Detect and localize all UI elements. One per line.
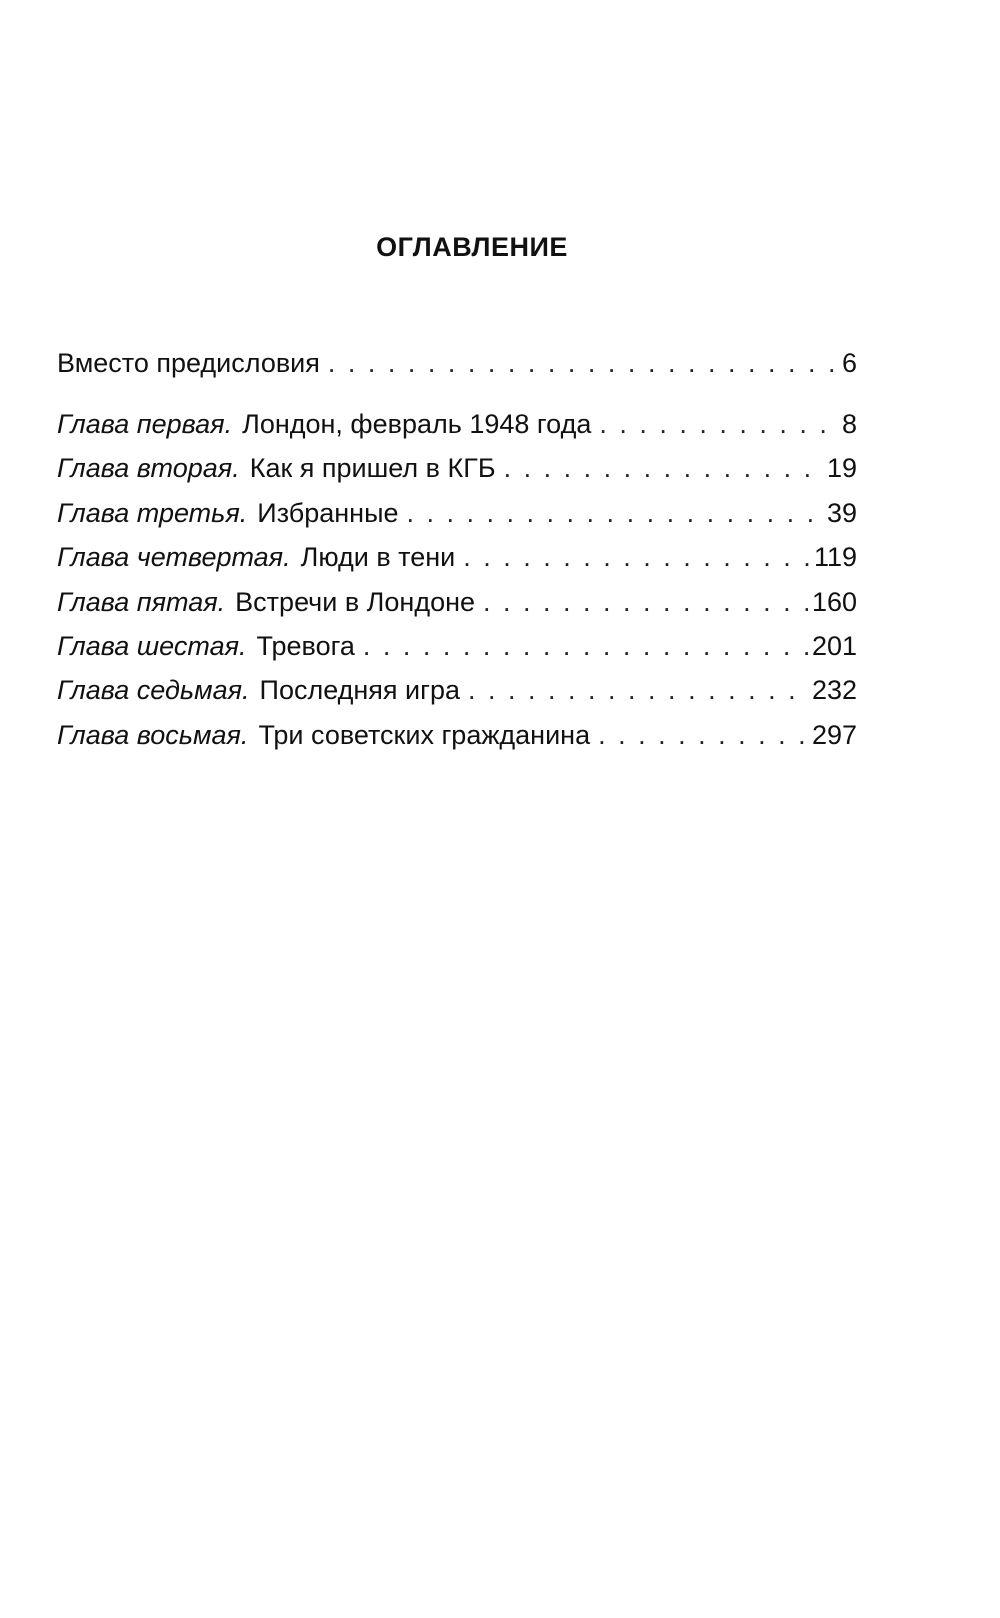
toc-entry-chapter: Глава восьмая. — [57, 720, 249, 750]
toc-entry-chapter: Глава седьмая. — [57, 675, 250, 705]
toc-entry-page: 39 — [826, 498, 857, 528]
toc-entry-chapter-3 — [57, 495, 857, 531]
toc-entry-page: 160 — [811, 587, 857, 617]
toc-entry-chapter-5 — [57, 584, 857, 620]
toc-entry-title: Последняя игра — [259, 675, 461, 705]
toc-entry-chapter-4 — [57, 539, 857, 575]
dot-leader — [483, 584, 808, 620]
toc-entry-preface — [57, 345, 857, 381]
dot-leader — [463, 539, 810, 575]
toc-entry-title: Лондон, февраль 1948 года — [242, 409, 592, 439]
toc-entry-page: 297 — [811, 720, 857, 750]
toc-entry-page: 232 — [811, 675, 857, 705]
toc-entry-chapter: Глава четвертая. — [57, 542, 291, 572]
toc-entry-title: Как я пришел в КГБ — [249, 453, 496, 483]
dot-leader — [328, 345, 838, 381]
toc-title: ОГЛАВЛЕНИЕ — [376, 232, 568, 262]
toc-entry-page: 201 — [811, 631, 857, 661]
toc-entry-title: Встречи в Лондоне — [235, 587, 476, 617]
toc-entry-chapter-8 — [57, 717, 857, 753]
dot-leader — [599, 406, 838, 442]
dot-leader — [468, 672, 808, 708]
toc-entry-chapter: Глава первая. — [57, 409, 233, 439]
toc-entry-page: 6 — [841, 348, 857, 378]
toc-entry-chapter: Глава шестая. — [57, 631, 247, 661]
dot-leader — [504, 450, 823, 486]
toc-entry-chapter-6 — [57, 628, 857, 664]
toc-entry-chapter: Глава пятая. — [57, 587, 226, 617]
dot-leader — [407, 495, 823, 531]
toc-entry-title: Люди в тени — [300, 542, 456, 572]
toc-entry-chapter: Глава третья. — [57, 498, 248, 528]
toc-entry-chapter-1 — [57, 406, 857, 442]
toc-entry-chapter: Глава вторая. — [57, 453, 240, 483]
toc-entry-title: Избранные — [257, 498, 399, 528]
toc-entry-page: 19 — [826, 453, 857, 483]
toc-entry-title: Вместо предисловия — [57, 348, 320, 378]
toc-entry-title: Три советских гражданина — [258, 720, 591, 750]
toc-entry-chapter-7 — [57, 672, 857, 708]
toc-entry-page: 119 — [813, 542, 857, 572]
toc-entry-title: Тревога — [256, 631, 355, 661]
dot-leader — [598, 717, 808, 753]
toc-entry-chapter-2 — [57, 450, 857, 486]
dot-leader — [363, 628, 808, 664]
toc-entry-page: 8 — [841, 409, 857, 439]
